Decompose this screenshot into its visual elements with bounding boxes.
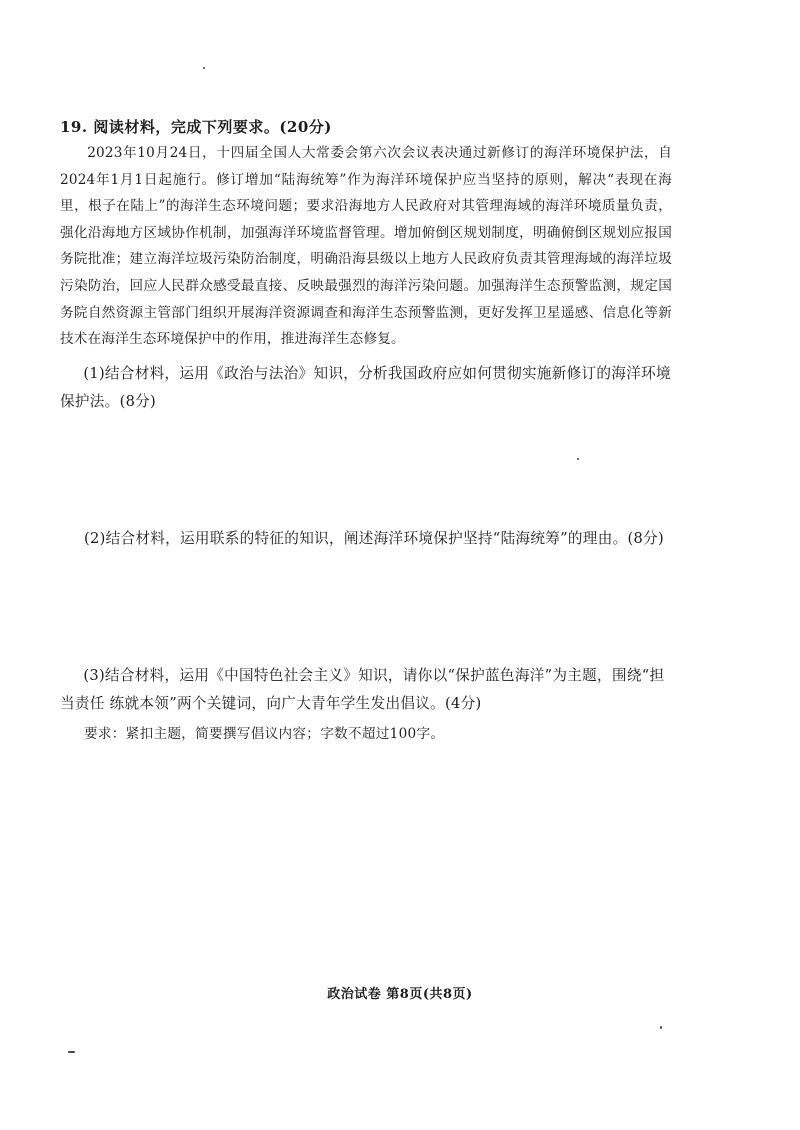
sub-question-2: (2)结合材料，运用联系的特征的知识，阐述海洋环境保护坚持“陆海统筹”的理由。(8分): [84, 530, 664, 547]
question-title: 19. 阅读材料，完成下列要求。(20分): [60, 118, 332, 136]
sub-question-3: (3)结合材料，运用《中国特色社会主义》知识，请你以“保护蓝色海洋”为主题，围绕“担当责任 练就本领”两个关键词，向广大青年学生发出倡议。(4分): [60, 667, 665, 712]
scan-speck: [577, 458, 579, 460]
material-paragraph: 2023年10月24日，十四届全国人大常委会第六次会议表决通过新修订的海洋环境保护法，自2024年1月1日起施行。修订增加“陆海统筹”作为海洋环境保护应当坚持的原则，解决“表现在海里，根子在陆上”的海洋生态环境问题；要求沿海地方人民政府对其管理海域的海洋环境质量负责，强化沿海地方区域协作机制，加强海洋环境监督管理。增加俯倒区规划制度，明确俯倒区规划应报国务院批准；建立海洋垃圾污染防治制度，明确沿海县级以上地方人民政府负责其管理海域的海洋垃圾污染防治，回应人民群众感受最直接、反映最强烈的海洋污染问题。加强海洋生态预警监测，规定国务院自然资源主管部门组织开展海洋资源调查和海洋生态预警监测，更好发挥卫星遥感、信息化等新技术在海洋生态环境保护中的作用，推进海洋生态修复。: [60, 145, 672, 348]
page-footer: 政治试卷 第8页(共8页): [327, 987, 473, 1002]
scan-speck: [68, 1051, 75, 1053]
scan-speck: [660, 1026, 662, 1029]
scan-speck: [203, 67, 205, 69]
answer-requirement: 要求：紧扣主题，简要撰写倡议内容；字数不超过100字。: [84, 726, 445, 742]
sub-question-1: (1)结合材料，运用《政治与法治》知识，分析我国政府应如何贯彻实施新修订的海洋环境保护法。(8分): [60, 365, 671, 410]
